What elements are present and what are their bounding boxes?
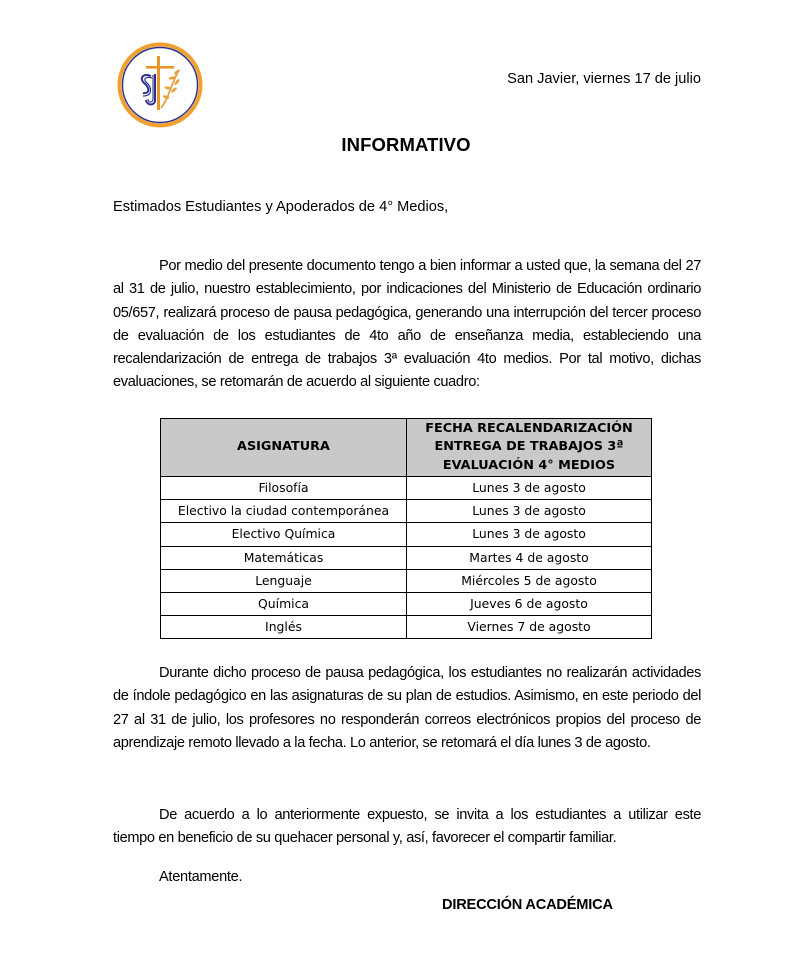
date-line: San Javier, viernes 17 de julio: [507, 71, 701, 87]
table-row: [161, 569, 652, 592]
table-row: [161, 546, 652, 569]
table-header-row: [161, 419, 652, 477]
table-row: [161, 592, 652, 615]
date-cell: Lunes 3 de agosto: [407, 523, 652, 546]
date-cell: Lunes 3 de agosto: [407, 500, 652, 523]
subject-cell: Matemáticas: [161, 546, 407, 569]
paragraph-pause-details: Durante dicho proceso de pausa pedagógica, los estudiantes no realizarán actividades de índole pedagógico en las asignaturas de su plan de estudios. Asimismo, en este periodo del 27 al 31 de julio, los profesores no responderán correos electrónicos propios del proceso de aprendizaje remoto llevado a la fecha. Lo anterior, se retomará el día lunes 3 de agosto.: [113, 665, 701, 751]
column-header-subject: ASIGNATURA: [161, 419, 407, 477]
date-cell: Martes 4 de agosto: [407, 546, 652, 569]
table-row: [161, 477, 652, 500]
subject-cell: Electivo la ciudad contemporánea: [161, 500, 407, 523]
schedule-table: [160, 418, 652, 639]
table-row: [161, 523, 652, 546]
subject-cell: Filosofía: [161, 477, 407, 500]
salutation: Estimados Estudiantes y Apoderados de 4° Medios,: [113, 199, 449, 215]
paragraph-intro: Por medio del presente documento tengo a bien informar a usted que, la semana del 27 al 31 de julio, nuestro establecimiento, por indicaciones del Ministerio de Educación ordinario 05/657, realizará proceso de pausa pedagógica, generando una interrupción del tercer proceso de evaluación de los estudiantes de 4to año de enseñanza media, estableciendo una recalendarización de entrega de trabajos 3ª evaluación 4to medios. Por tal motivo, dichas evaluaciones, se retomarán de acuerdo al siguiente cuadro:: [113, 258, 701, 391]
date-cell: Jueves 6 de agosto: [407, 592, 652, 615]
subject-cell: Lenguaje: [161, 569, 407, 592]
table-row: [161, 616, 652, 639]
subject-cell: Química: [161, 592, 407, 615]
document-title: INFORMATIVO: [341, 134, 471, 155]
table-row: [161, 500, 652, 523]
signature: DIRECCIÓN ACADÉMICA: [442, 897, 613, 913]
closing-line: Atentamente.: [159, 869, 243, 885]
date-cell: Miércoles 5 de agosto: [407, 569, 652, 592]
date-cell: Viernes 7 de agosto: [407, 616, 652, 639]
paragraph-invitation: De acuerdo a lo anteriormente expuesto, se invita a los estudiantes a utilizar este tiempo en beneficio de su quehacer personal y, así, favorecer el compartir familiar.: [113, 807, 701, 847]
date-cell: Lunes 3 de agosto: [407, 477, 652, 500]
school-crest-icon: [117, 42, 203, 128]
subject-cell: Electivo Química: [161, 523, 407, 546]
column-header-date: FECHA RECALENDARIZACIÓN ENTREGA DE TRABAJOS 3ª EVALUACIÓN 4° MEDIOS: [407, 419, 652, 477]
subject-cell: Inglés: [161, 616, 407, 639]
